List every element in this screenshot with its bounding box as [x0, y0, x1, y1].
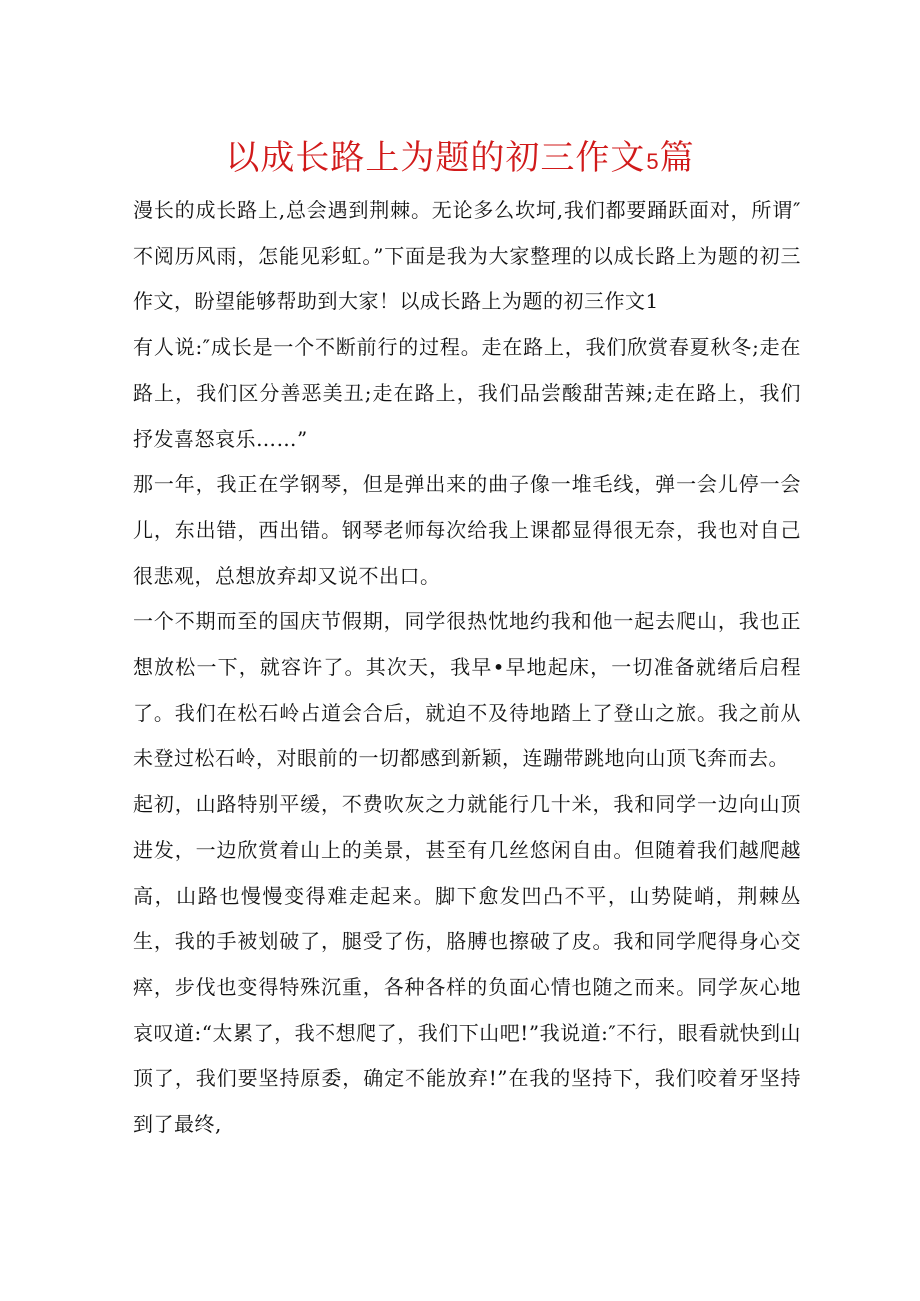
title-text: 以成长路上为题的初三作文	[225, 138, 646, 178]
paragraph-climb: 起初，山路特别平缓，不费吹灰之力就能行几十米，我和同学一边向山顶进发，一边欣赏着山上的美景，甚至有几丝悠闲自由。但随着我们越爬越高，山路也慢慢变得难走起来。脚下愈发凹凸不平，山势陡峭，荆棘丛生，我的手被划破了，腿受了伤，胳膊也擦破了皮。我和同学爬得身心交瘁，步伐也变得特殊沉重，各种各样的负面心情也随之而来。同学灰心地哀叹道:“太累了，我不想爬了，我们下山吧!”我说道:″不行，眼看就快到山顶了，我们要坚持原委，确定不能放弃!”在我的坚持下，我们咬着牙坚持到了最终,	[133, 792, 801, 1137]
paragraph-piano: 那一年，我正在学钢琴，但是弹出来的曲子像一堆毛线，弹一会儿停一会儿，东出错，西出错。钢琴老师每次给我上课都显得很无奈，我也对自己很悲观，总想放弃却又说不出口。	[133, 472, 801, 588]
title-number: 5	[646, 149, 659, 174]
document-title	[0, 132, 920, 188]
article-body	[133, 188, 801, 1148]
paragraph-quote: 有人说:″成长是一个不断前行的过程。走在路上，我们欣赏春夏秋冬;走在路上，我们区分善恶美丑;走在路上，我们品尝酸甜苦辣;走在路上，我们抒发喜怒哀乐……”	[133, 335, 801, 451]
title-suffix: 篇	[659, 138, 695, 178]
paragraph-holiday: 一个不期而至的国庆节假期，同学很热忱地约我和他一起去爬山，我也正想放松一下，就容许了。其次天，我早•早地起床，一切准备就绪后启程了。我们在松石岭占道会合后，就迫不及待地踏上了登山之旅。我之前从未登过松石岭，对眼前的一切都感到新颖，连蹦带跳地向山顶飞奔而去。	[133, 609, 801, 771]
paragraph-intro: 漫长的成长路上,总会遇到荆棘。无论多么坎坷,我们都要踊跃面对，所谓″不阅历风雨，怎能见彩虹。”下面是我为大家整理的以成长路上为题的初三作文，盼望能够帮助到大家！以成长路上为题的初三作文1	[133, 198, 801, 314]
